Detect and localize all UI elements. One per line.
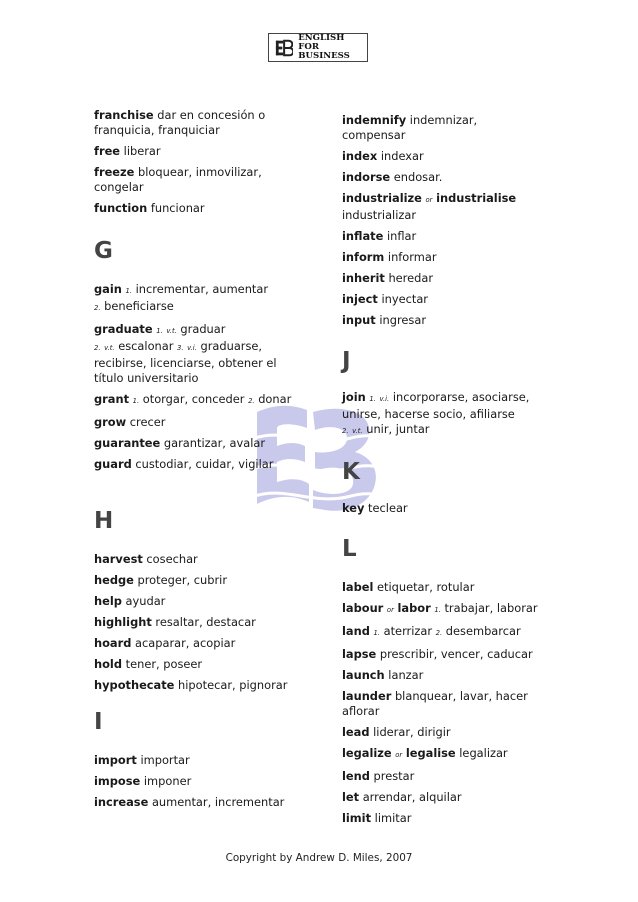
headword: increase [94, 795, 149, 809]
sense-number: 2. [248, 397, 255, 405]
entry-indorse [342, 170, 542, 185]
headword: indemnify [342, 113, 407, 127]
headword: inflate [342, 229, 384, 243]
definition: liberar [123, 144, 161, 158]
entry-inflate [342, 229, 542, 244]
definition: dar en concesión o franquicia, franquiciar [94, 108, 266, 137]
definition: bloquear, inmovilizar, congelar [94, 165, 262, 194]
sense-number: 1. [373, 629, 380, 637]
definition: funcionar [150, 201, 205, 215]
definition: acaparar, acopiar [135, 636, 236, 650]
definition: importar [140, 753, 190, 767]
section-letter-l: L [342, 536, 357, 562]
or-label: or [425, 196, 433, 204]
definition: resaltar, destacar [155, 615, 256, 629]
sense: otorgar, conceder [142, 392, 245, 406]
headword: lead [342, 725, 370, 739]
sense-number: 1. [369, 395, 376, 403]
sense-number: 2. [94, 304, 101, 312]
sense: graduar [180, 322, 226, 336]
headword: function [94, 201, 148, 215]
sense-number: 2. [94, 344, 101, 352]
entry-legalize [342, 746, 542, 763]
headword: hypothecate [94, 678, 175, 692]
entry-gain [94, 282, 294, 316]
definition: tener, poseer [125, 657, 203, 671]
definition: inyectar [381, 292, 428, 306]
grammar-label: v.i. [187, 344, 197, 352]
sense: trabajar, laborar [444, 601, 538, 615]
headword: launch [342, 668, 385, 682]
entry-index [342, 149, 542, 164]
headword: harvest [94, 552, 143, 566]
sense: beneficiarse [104, 299, 174, 313]
entry-inform [342, 250, 542, 265]
definition: custodiar, cuidar, vigilar [135, 457, 274, 471]
section-letter-g: G [94, 238, 113, 264]
entry-hypothecate [94, 678, 294, 693]
entry-inject [342, 292, 542, 307]
entry-import [94, 753, 294, 768]
definition: hipotecar, pignorar [178, 678, 288, 692]
sense-number: 2. [435, 629, 443, 637]
headword: hedge [94, 573, 134, 587]
right-column [342, 113, 542, 832]
definition: prescribir, vencer, caducar [379, 647, 533, 661]
definition: blanquear, lavar, hacer aflorar [342, 689, 528, 718]
definition: ayudar [125, 594, 166, 608]
entry-guard [94, 457, 294, 472]
headword: join [342, 390, 366, 404]
entry-impose [94, 774, 294, 789]
sense: incorporarse, asociarse, unirse, hacerse socio, afiliarse [342, 390, 530, 421]
headword: inform [342, 250, 385, 264]
definition: etiquetar, rotular [377, 580, 475, 594]
entry-launch [342, 668, 542, 683]
sense: incrementar, aumentar [135, 282, 269, 296]
headword: guard [94, 457, 132, 471]
headword: free [94, 144, 121, 158]
definition: cosechar [146, 552, 198, 566]
footer-copyright: Copyright by Andrew D. Miles, 2007 [225, 852, 413, 864]
definition: inflar [386, 229, 417, 243]
sense-number: 1. [125, 287, 132, 295]
headword: hoard [94, 636, 132, 650]
headword: import [94, 753, 137, 767]
entry-function [94, 201, 294, 216]
entry-key [342, 501, 542, 516]
headword: land [342, 624, 370, 638]
sense: graduarse, recibirse, licenciarse, obtener el título universitario [94, 339, 277, 385]
headword: guarantee [94, 436, 161, 450]
entry-label [342, 580, 542, 595]
sense: donar [258, 392, 292, 406]
entry-lapse [342, 647, 542, 662]
sense-number: 1. [434, 606, 441, 614]
entry-increase [94, 795, 294, 810]
headword: hold [94, 657, 122, 671]
definition: legalizar [459, 746, 508, 760]
headword: grow [94, 415, 127, 429]
entry-hold [94, 657, 294, 672]
entry-inherit [342, 271, 542, 286]
entry-highlight [94, 615, 294, 630]
headword: input [342, 313, 376, 327]
definition: industrializar [342, 208, 417, 222]
or-label: or [395, 751, 403, 759]
logo-line-2: FOR BUSINESS [298, 42, 350, 61]
sense-number: 1. [132, 397, 140, 405]
definition: garantizar, avalar [163, 436, 266, 450]
entry-let [342, 790, 542, 805]
headword: inherit [342, 271, 385, 285]
headword: highlight [94, 615, 152, 629]
definition: proteger, cubrir [137, 573, 228, 587]
left-column [94, 108, 294, 816]
entry-hoard [94, 636, 294, 651]
definition: crecer [129, 415, 166, 429]
headword: label [342, 580, 374, 594]
headword: inject [342, 292, 378, 306]
entry-industrialize [342, 191, 542, 223]
entry-labour [342, 601, 542, 618]
definition: arrendar, alquilar [362, 790, 462, 804]
entry-grant [94, 392, 294, 409]
entry-indemnify [342, 113, 542, 143]
entry-graduate [94, 322, 294, 386]
definition: liderar, dirigir [373, 725, 451, 739]
definition: informar [387, 250, 437, 264]
headword: let [342, 790, 360, 804]
entry-free [94, 144, 294, 159]
sense-number: 1. [156, 327, 163, 335]
entry-franchise [94, 108, 294, 138]
definition: lanzar [388, 668, 424, 682]
definition: aumentar, incrementar [151, 795, 285, 809]
entry-join [342, 390, 542, 439]
entry-lead [342, 725, 542, 740]
definition: limitar [374, 811, 412, 825]
headword: industrialize [342, 191, 422, 205]
headword: indorse [342, 170, 391, 184]
definition: heredar [388, 271, 434, 285]
logo-line-1: ENGLISH [298, 33, 345, 43]
definition: ingresar [379, 313, 427, 327]
eb-logo-icon [275, 38, 293, 58]
headword: lapse [342, 647, 377, 661]
alt-headword: industrialise [436, 191, 517, 205]
definition: indemnizar, compensar [342, 113, 478, 142]
definition: prestar [373, 769, 415, 783]
entry-lend [342, 769, 542, 784]
headword: gain [94, 282, 122, 296]
header-logo [268, 33, 368, 62]
headword: legalize [342, 746, 392, 760]
headword: limit [342, 811, 372, 825]
entry-hedge [94, 573, 294, 588]
sense-number: 2. [342, 427, 349, 435]
entry-help [94, 594, 294, 609]
definition: endosar. [393, 170, 443, 184]
entry-limit [342, 811, 542, 826]
definition: teclear [368, 501, 408, 515]
headword: freeze [94, 165, 135, 179]
definition: indexar [380, 149, 424, 163]
headword: lend [342, 769, 370, 783]
entry-land [342, 624, 542, 641]
sense: desembarcar [445, 624, 521, 638]
entry-freeze [94, 165, 294, 195]
definition: imponer [143, 774, 192, 788]
entry-harvest [94, 552, 294, 567]
alt-headword: labor [397, 601, 431, 615]
headword: franchise [94, 108, 154, 122]
section-letter-i: I [94, 709, 103, 735]
grammar-label: v.t. [166, 327, 177, 335]
headword: index [342, 149, 378, 163]
entry-launder [342, 689, 542, 719]
entry-grow [94, 415, 294, 430]
grammar-label: v.t. [104, 344, 115, 352]
sense: unir, juntar [366, 422, 430, 436]
sense: aterrizar [383, 624, 433, 638]
headword: help [94, 594, 122, 608]
headword: key [342, 501, 365, 515]
headword: launder [342, 689, 392, 703]
entry-guarantee [94, 436, 294, 451]
section-letter-j: J [342, 348, 351, 374]
headword: graduate [94, 322, 153, 336]
grammar-label: v.t. [352, 427, 363, 435]
headword: impose [94, 774, 141, 788]
sense-number: 3. [177, 344, 184, 352]
section-letter-k: K [342, 459, 360, 485]
grammar-label: v.i. [379, 395, 390, 403]
or-label: or [386, 606, 394, 614]
headword: grant [94, 392, 130, 406]
sense: escalonar [118, 339, 174, 353]
alt-headword: legalise [405, 746, 456, 760]
headword: labour [342, 601, 384, 615]
entry-input [342, 313, 542, 328]
section-letter-h: H [94, 508, 114, 534]
